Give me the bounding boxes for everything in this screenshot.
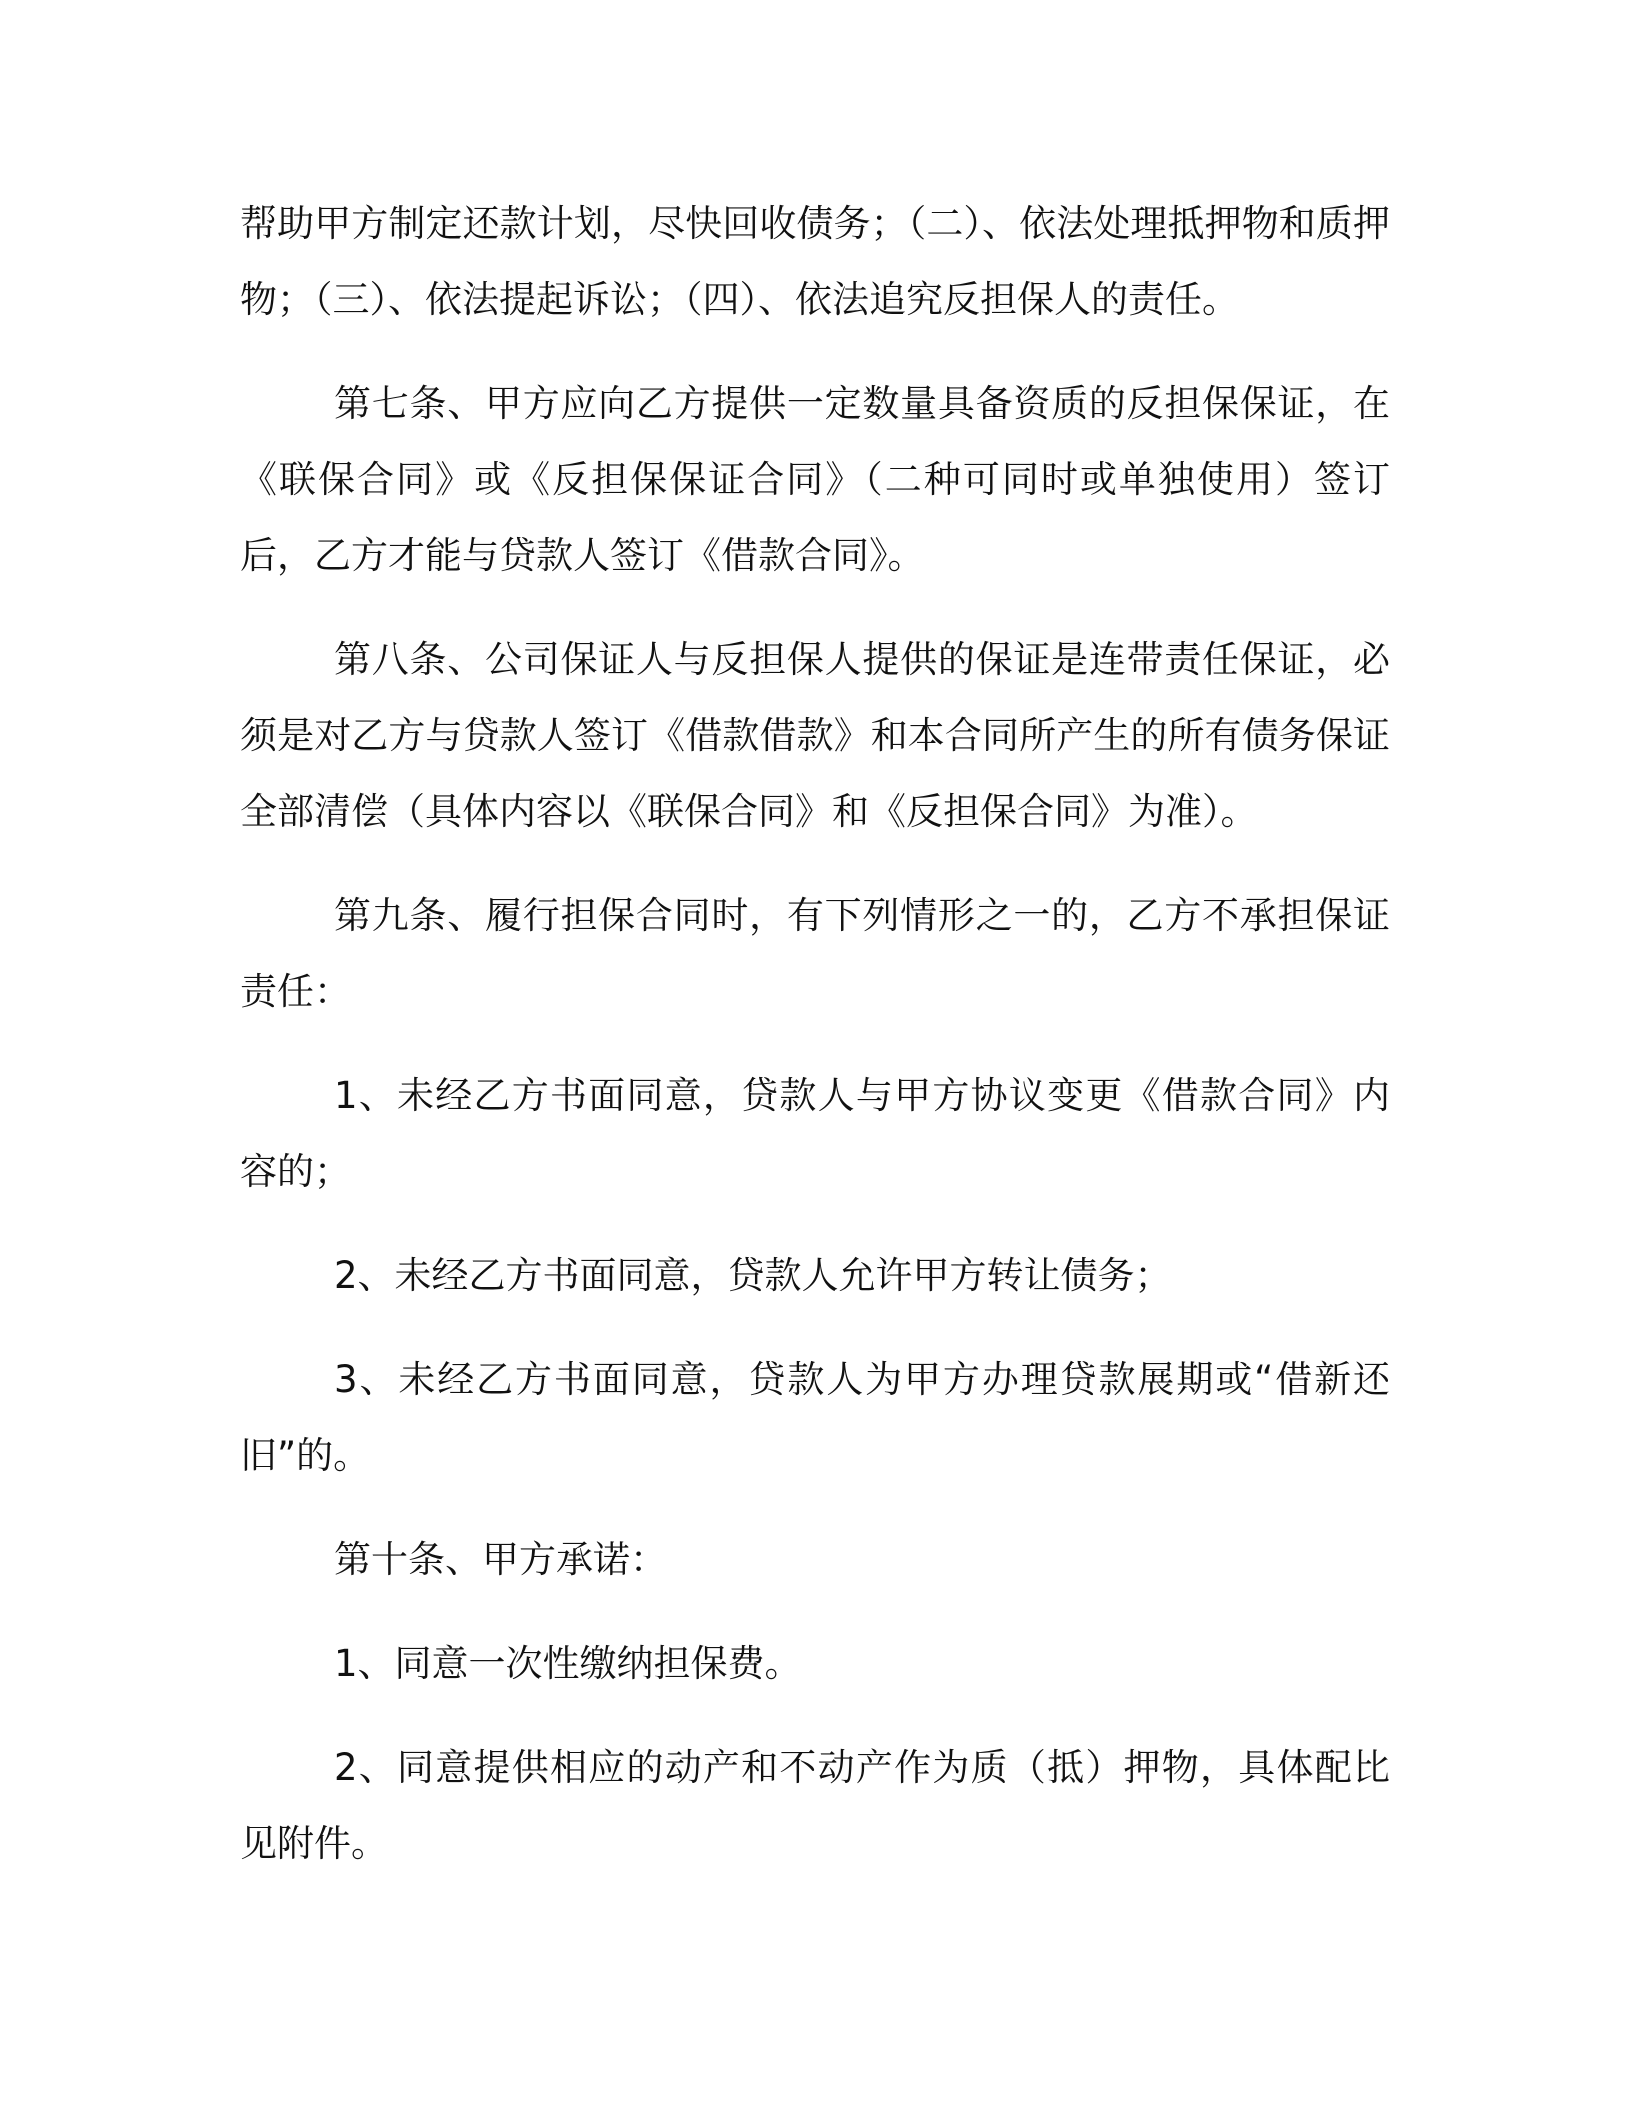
- paragraph-article-10-item-2: 2、同意提供相应的动产和不动产作为质（抵）押物，具体配比见附件。: [240, 1746, 1390, 1865]
- paragraph-article-10-item-1: 1、同意一次性缴纳担保费。: [334, 1642, 802, 1685]
- paragraph-article-7: 第七条、甲方应向乙方提供一定数量具备资质的反担保保证，在《联保合同》或《反担保保证合同》（二种可同时或单独使用）签订后，乙方才能与贷款人签订《借款合同》。: [240, 382, 1390, 577]
- paragraph-article-9-item-3: 3、未经乙方书面同意，贷款人为甲方办理贷款展期或“借新还旧”的。: [240, 1358, 1390, 1477]
- document-body: [240, 186, 1390, 1910]
- paragraph-article-9: 第九条、履行担保合同时，有下列情形之一的，乙方不承担保证责任：: [240, 894, 1390, 1013]
- paragraph-article-10: 第十条、甲方承诺：: [334, 1538, 667, 1581]
- paragraph-article-9-item-2: 2、未经乙方书面同意，贷款人允许甲方转让债务；: [334, 1254, 1172, 1297]
- paragraph-article-8: 第八条、公司保证人与反担保人提供的保证是连带责任保证，必须是对乙方与贷款人签订《借款借款》和本合同所产生的所有债务保证全部清偿（具体内容以《联保合同》和《反担保合同》为准）。: [240, 638, 1390, 833]
- paragraph-article-9-item-1: 1、未经乙方书面同意，贷款人与甲方协议变更《借款合同》内容的；: [240, 1074, 1390, 1193]
- paragraph-continuation: 帮助甲方制定还款计划，尽快回收债务；（二）、依法处理抵押物和质押物；（三）、依法提起诉讼；（四）、依法追究反担保人的责任。: [240, 202, 1390, 321]
